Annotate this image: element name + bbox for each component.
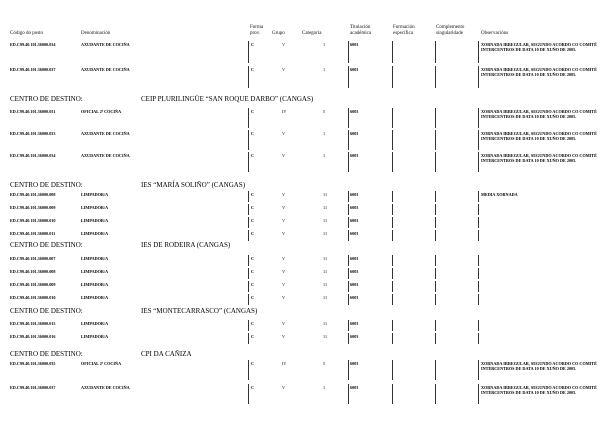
column-divider — [478, 281, 479, 292]
cell-denominacion: AXUDANTE DE COCIÑA — [81, 385, 130, 390]
column-divider — [478, 255, 479, 266]
cell-categoria: 5 — [323, 109, 326, 114]
cell-code: ED.C99.40.101.36000.010 — [10, 218, 56, 223]
column-divider — [392, 130, 393, 150]
column-divider — [248, 268, 249, 279]
center-label: CENTRO DE DESTINO: — [10, 307, 83, 315]
cell-titulacion: 6003 — [350, 109, 359, 114]
center-label: CENTRO DE DESTINO: — [10, 181, 83, 189]
column-divider — [478, 108, 479, 128]
cell-code: ED.C99.40.101.36000.035 — [10, 361, 56, 366]
cell-code: ED.C99.40.101.36000.015 — [10, 321, 56, 326]
column-divider — [435, 320, 436, 331]
cell-observacions: XORNADA IRREGULAR, SEGUNDO ACORDO CO COMITÉ INTERCENTROS DE DATA 10 DE XUÑO DE 2005. — [481, 385, 597, 395]
cell-grupo: V — [282, 385, 286, 390]
cell-code: ED.C99.40.101.36000.034 — [10, 42, 56, 47]
column-divider — [478, 384, 479, 404]
cell-grupo: V — [282, 256, 286, 261]
column-divider — [392, 320, 393, 331]
cell-denominacion: AXUDANTE DE COCIÑA — [81, 153, 130, 158]
cell-titulacion: 6003 — [350, 42, 359, 47]
cell-forma: C — [251, 231, 255, 236]
cell-denominacion: LIMPADOR/A — [81, 192, 109, 197]
cell-categoria: 5 — [323, 361, 326, 366]
column-divider — [392, 108, 393, 128]
cell-grupo: V — [282, 334, 286, 339]
column-divider — [392, 191, 393, 202]
column-divider — [248, 191, 249, 202]
column-divider — [248, 66, 249, 88]
column-divider — [248, 152, 249, 172]
cell-code: ED.C99.40.101.36000.008 — [10, 269, 56, 274]
column-divider — [478, 191, 479, 202]
cell-code: ED.C99.40.101.36000.037 — [10, 385, 56, 390]
cell-forma: C — [251, 192, 255, 197]
column-divider — [478, 333, 479, 344]
cell-grupo: V — [282, 153, 286, 158]
column-divider — [392, 66, 393, 88]
column-divider — [348, 41, 349, 63]
center-name: IES “MARÍA SOLIÑO” (CANGAS) — [141, 181, 246, 189]
column-divider — [478, 204, 479, 215]
cell-denominacion: LIMPADOR/A — [81, 256, 109, 261]
column-divider — [392, 333, 393, 344]
header-forma: Forma prov. — [250, 25, 264, 36]
cell-grupo: V — [282, 131, 286, 136]
cell-titulacion: 6003 — [350, 385, 359, 390]
column-divider — [348, 191, 349, 202]
column-divider — [392, 294, 393, 305]
cell-titulacion: 6003 — [350, 321, 359, 326]
cell-code: ED.C99.40.101.36000.037 — [10, 67, 56, 72]
cell-observacions: XORNADA IRREGULAR, SEGUNDO ACORDO CO COMITÉ INTERCENTROS DE DATA 10 DE XUÑO DE 2005. — [481, 42, 597, 52]
column-divider — [348, 255, 349, 266]
cell-titulacion: 6003 — [350, 256, 359, 261]
cell-grupo: V — [282, 205, 286, 210]
column-divider — [435, 108, 436, 128]
column-divider — [348, 360, 349, 380]
header-denominacion: Denominación — [81, 31, 111, 36]
column-divider — [435, 281, 436, 292]
cell-titulacion: 6003 — [350, 231, 359, 236]
center-label: CENTRO DE DESTINO: — [10, 95, 83, 103]
cell-forma: C — [251, 131, 255, 136]
cell-categoria: 1 — [323, 153, 326, 158]
column-divider — [248, 217, 249, 228]
cell-code: ED.C99.40.101.36000.009 — [10, 205, 56, 210]
cell-titulacion: 6003 — [350, 67, 359, 72]
cell-denominacion: LIMPADOR/A — [81, 269, 109, 274]
column-divider — [348, 294, 349, 305]
cell-categoria: 1 — [323, 131, 326, 136]
cell-grupo: V — [282, 218, 286, 223]
cell-categoria: 1 — [323, 385, 326, 390]
cell-forma: C — [251, 153, 255, 158]
column-divider — [392, 255, 393, 266]
column-divider — [348, 108, 349, 128]
column-divider — [348, 320, 349, 331]
column-divider — [348, 130, 349, 150]
cell-titulacion: 6003 — [350, 361, 359, 366]
column-divider — [478, 268, 479, 279]
column-divider — [348, 384, 349, 404]
cell-forma: C — [251, 205, 255, 210]
cell-denominacion: AXUDANTE DE COCIÑA — [81, 42, 130, 47]
cell-code: ED.C99.40.101.36000.008 — [10, 192, 56, 197]
cell-observacions: XORNADA IRREGULAR, SEGUNDO ACORDO CO COMITÉ INTERCENTROS DE DATA 10 DE XUÑO DE 2005. — [481, 361, 597, 371]
column-divider — [348, 268, 349, 279]
column-divider — [478, 360, 479, 380]
cell-denominacion: LIMPADOR/A — [81, 231, 109, 236]
column-divider — [478, 66, 479, 88]
cell-grupo: IV — [282, 361, 287, 366]
header-grupo: Grupo — [272, 31, 285, 36]
cell-observacions: XORNADA IRREGULAR, SEGUNDO ACORDO CO COMITÉ INTERCENTROS DE DATA 10 DE XUÑO DE 2005. — [481, 67, 597, 77]
column-divider — [392, 281, 393, 292]
column-divider — [478, 217, 479, 228]
column-divider — [392, 384, 393, 404]
cell-code: ED.C99.40.101.36000.033 — [10, 131, 56, 136]
column-divider — [248, 108, 249, 128]
cell-categoria: 1 — [323, 42, 326, 47]
cell-forma: C — [251, 269, 255, 274]
cell-denominacion: LIMPADOR/A — [81, 334, 109, 339]
column-divider — [248, 130, 249, 150]
cell-categoria: 11 — [323, 321, 328, 326]
cell-forma: C — [251, 256, 255, 261]
center-name: CEIP PLURILINGÜE “SAN ROQUE DARBO” (CANGAS) — [141, 95, 314, 103]
column-divider — [348, 204, 349, 215]
cell-grupo: V — [282, 192, 286, 197]
column-divider — [435, 204, 436, 215]
column-divider — [435, 66, 436, 88]
column-divider — [392, 360, 393, 380]
center-label: CENTRO DE DESTINO: — [10, 241, 83, 249]
cell-categoria: 11 — [323, 192, 328, 197]
cell-denominacion: LIMPADOR/A — [81, 295, 109, 300]
column-divider — [248, 281, 249, 292]
center-name: IES “MONTECARRASCO” (CANGAS) — [141, 307, 258, 315]
cell-code: ED.C99.40.101.36000.007 — [10, 256, 56, 261]
cell-titulacion: 6003 — [350, 282, 359, 287]
column-divider — [348, 152, 349, 172]
cell-observacions: XORNADA IRREGULAR, SEGUNDO ACORDO CO COMITÉ INTERCENTROS DE DATA 10 DE XUÑO DE 2005. — [481, 153, 597, 163]
cell-titulacion: 6003 — [350, 334, 359, 339]
column-divider — [478, 130, 479, 150]
cell-denominacion: LIMPADOR/A — [81, 321, 109, 326]
column-divider — [435, 152, 436, 172]
column-divider — [478, 230, 479, 241]
column-divider — [435, 268, 436, 279]
header-titulacion: Titulación académica — [350, 25, 372, 36]
cell-categoria: 11 — [323, 231, 328, 236]
cell-grupo: IV — [282, 109, 287, 114]
column-divider — [248, 41, 249, 63]
cell-categoria: 11 — [323, 205, 328, 210]
cell-categoria: 11 — [323, 295, 328, 300]
header-complemento: Complemento singularidade — [436, 25, 465, 36]
column-divider — [248, 384, 249, 404]
cell-grupo: V — [282, 295, 286, 300]
cell-denominacion: LIMPADOR/A — [81, 218, 109, 223]
column-divider — [435, 191, 436, 202]
cell-titulacion: 6003 — [350, 295, 359, 300]
header-observacions: Observacións — [481, 31, 509, 36]
column-divider — [392, 152, 393, 172]
cell-code: ED.C99.40.101.36000.031 — [10, 109, 56, 114]
cell-code: ED.C99.40.101.36000.010 — [10, 295, 56, 300]
cell-grupo: V — [282, 231, 286, 236]
cell-categoria: 1 — [323, 67, 326, 72]
cell-categoria: 11 — [323, 282, 328, 287]
cell-code: ED.C99.40.101.36000.034 — [10, 153, 56, 158]
cell-forma: C — [251, 218, 255, 223]
column-divider — [348, 66, 349, 88]
cell-denominacion: LIMPADOR/A — [81, 205, 109, 210]
cell-denominacion: AXUDANTE DE COCIÑA — [81, 67, 130, 72]
header-codigo: Código do posto — [10, 31, 44, 36]
cell-forma: C — [251, 385, 255, 390]
column-divider — [478, 320, 479, 331]
cell-forma: C — [251, 282, 255, 287]
cell-observacions: XORNADA IRREGULAR, SEGUNDO ACORDO CO COMITÉ INTERCENTROS DE DATA 10 DE XUÑO DE 2005. — [481, 131, 597, 141]
cell-code: ED.C99.40.101.36000.011 — [10, 231, 56, 236]
cell-code: ED.C99.40.101.36000.016 — [10, 334, 56, 339]
cell-titulacion: 6003 — [350, 205, 359, 210]
center-name: CPI DA CAÑIZA — [141, 350, 192, 358]
cell-categoria: 11 — [323, 218, 328, 223]
column-divider — [435, 130, 436, 150]
cell-titulacion: 6003 — [350, 153, 359, 158]
cell-denominacion: LIMPADOR/A — [81, 282, 109, 287]
cell-denominacion: OFICIAL 2ª COCIÑA — [81, 361, 122, 366]
column-divider — [435, 294, 436, 305]
cell-grupo: V — [282, 42, 286, 47]
column-divider — [348, 230, 349, 241]
cell-titulacion: 6003 — [350, 269, 359, 274]
column-divider — [392, 268, 393, 279]
cell-forma: C — [251, 67, 255, 72]
cell-titulacion: 6003 — [350, 192, 359, 197]
column-divider — [478, 152, 479, 172]
column-divider — [248, 255, 249, 266]
column-divider — [248, 204, 249, 215]
column-divider — [248, 360, 249, 380]
cell-grupo: V — [282, 282, 286, 287]
cell-categoria: 11 — [323, 269, 328, 274]
column-divider — [248, 230, 249, 241]
column-divider — [248, 333, 249, 344]
center-name: IES DE RODEIRA (CANGAS) — [141, 241, 231, 249]
cell-grupo: V — [282, 321, 286, 326]
column-divider — [392, 41, 393, 63]
cell-forma: C — [251, 295, 255, 300]
column-divider — [348, 333, 349, 344]
cell-code: ED.C99.40.101.36000.009 — [10, 282, 56, 287]
column-divider — [392, 217, 393, 228]
column-divider — [392, 230, 393, 241]
cell-observacions: MEDIA XORNADA — [481, 192, 518, 197]
cell-denominacion: OFICIAL 2ª COCIÑA — [81, 109, 122, 114]
center-label: CENTRO DE DESTINO: — [10, 350, 83, 358]
column-divider — [478, 41, 479, 63]
cell-grupo: V — [282, 67, 286, 72]
cell-forma: C — [251, 334, 255, 339]
column-divider — [435, 360, 436, 380]
column-divider — [248, 294, 249, 305]
column-divider — [435, 217, 436, 228]
column-divider — [435, 230, 436, 241]
header-categoria: Categoría — [302, 31, 322, 36]
cell-grupo: V — [282, 269, 286, 274]
cell-forma: C — [251, 109, 255, 114]
column-divider — [348, 217, 349, 228]
cell-titulacion: 6003 — [350, 218, 359, 223]
cell-categoria: 11 — [323, 256, 328, 261]
cell-titulacion: 6003 — [350, 131, 359, 136]
column-divider — [248, 320, 249, 331]
column-divider — [435, 255, 436, 266]
cell-forma: C — [251, 42, 255, 47]
column-divider — [435, 333, 436, 344]
column-divider — [392, 204, 393, 215]
cell-observacions: XORNADA IRREGULAR, SEGUNDO ACORDO CO COMITÉ INTERCENTROS DE DATA 10 DE XUÑO DE 2005. — [481, 109, 597, 119]
header-formacion: Formación específica — [393, 25, 415, 36]
cell-forma: C — [251, 361, 255, 366]
cell-forma: C — [251, 321, 255, 326]
column-divider — [435, 41, 436, 63]
column-divider — [435, 384, 436, 404]
cell-denominacion: AXUDANTE DE COCIÑA — [81, 131, 130, 136]
cell-categoria: 11 — [323, 334, 328, 339]
column-divider — [348, 281, 349, 292]
column-divider — [478, 294, 479, 305]
